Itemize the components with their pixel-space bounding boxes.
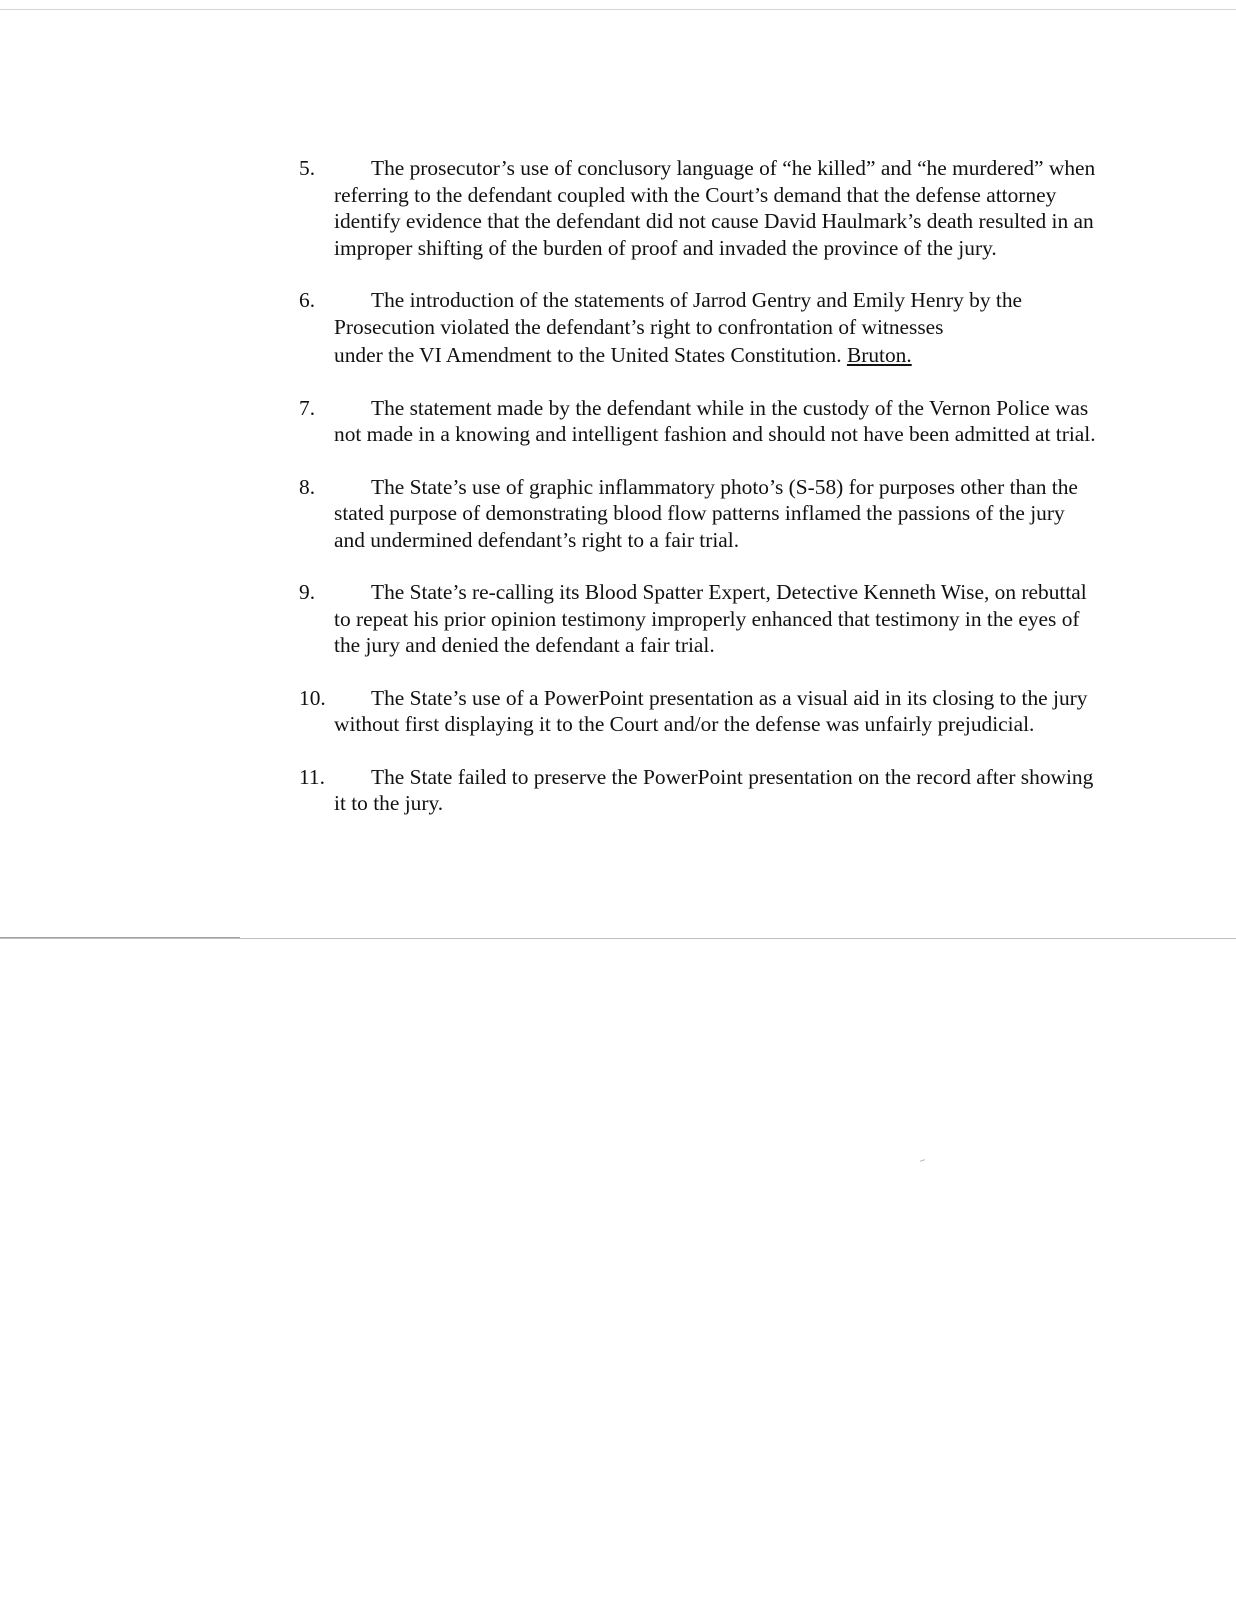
case-citation: Bruton. (846, 343, 912, 367)
item-number: 11. (299, 764, 325, 789)
item-text: The prosecutor’s use of conclusory language of “he killed” and “he murdered” when referring to the defendant coupled with the Court’s demand that the defense attorney identify evidence that the defendant did not cause David Haulmark’s death resulted in an improper shifting of the burden of proof and invaded the province of the jury. (334, 156, 1096, 260)
list-item (299, 474, 1099, 554)
list-item (299, 579, 1099, 659)
list-item (299, 155, 1099, 261)
list-item (299, 287, 1099, 369)
scan-edge-bottom (0, 938, 1236, 939)
item-number: 6. (299, 288, 316, 312)
list-item (299, 685, 1099, 738)
item-number: 10. (299, 685, 326, 710)
item-number: 7. (299, 395, 316, 420)
item-text: The State’s use of a PowerPoint presentation as a visual aid in its closing to the jury without first displaying it to the Court and/or the defense was unfairly prejudicial. (334, 685, 1088, 736)
scan-edge-top (0, 9, 1236, 10)
list-item (299, 395, 1099, 448)
item-text (334, 287, 1099, 369)
scan-speck (920, 1159, 925, 1162)
item-text-main: The introduction of the statements of Jarrod Gentry and Emily Henry by the Prosecution violated the defendant’s right to confrontation of witnesses (334, 288, 1023, 339)
item-text: The State failed to preserve the PowerPoint presentation on the record after showing it to the jury. (334, 764, 1094, 815)
item-number: 5. (299, 156, 316, 180)
numbered-claims-list (299, 155, 1099, 817)
item-text-tail: under the VI Amendment to the United States Constitution. (334, 343, 842, 367)
item-text: The statement made by the defendant while in the custody of the Vernon Police was not made in a knowing and intelligent fashion and should not have been admitted at trial. (334, 395, 1096, 446)
list-item (299, 764, 1099, 817)
item-text: The State’s use of graphic inflammatory photo’s (S-58) for purposes other than the stated purpose of demonstrating blood flow patterns inflamed the passions of the jury and undermined defendant’s right to a fair trial. (334, 474, 1078, 552)
scan-edge-bottom-dark (0, 937, 240, 938)
item-number: 8. (299, 474, 316, 499)
item-text: The State’s re-calling its Blood Spatter Expert, Detective Kenneth Wise, on rebuttal to repeat his prior opinion testimony improperly enhanced that testimony in the eyes of the jury and denied the defendant a fair trial. (334, 580, 1087, 657)
item-text-tail-line (334, 342, 1099, 369)
item-number: 9. (299, 580, 316, 604)
